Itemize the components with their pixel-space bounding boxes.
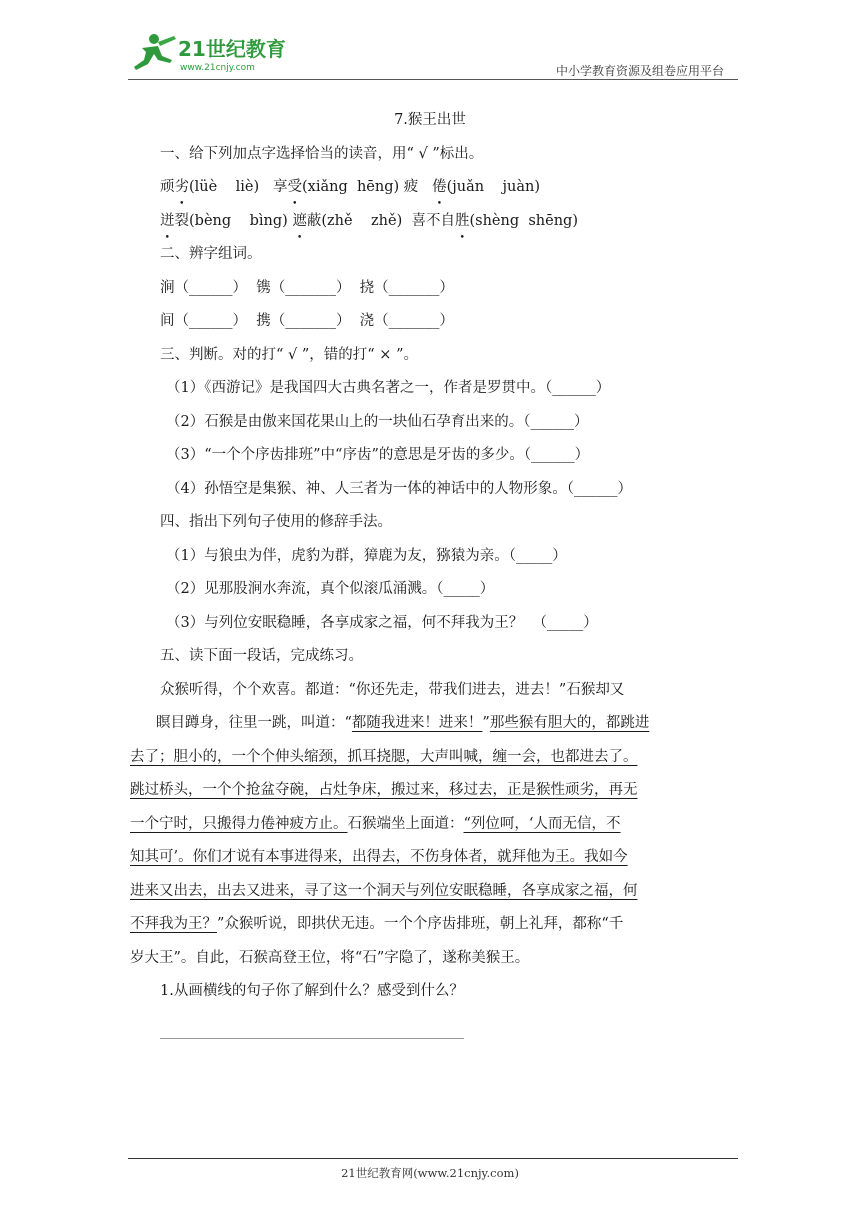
page-title: 7.猴王出世 [394,112,466,128]
passage-line: 一个宁时，只搬得力倦神疲方止。石猴端坐上面道：“列位呵，‘人而无信，不 [130,815,621,832]
rhetoric-item: （1）与狼虫为伴，虎豹为群，獐鹿为友，猕猿为亲。（_____） [166,547,567,564]
section-3-heading: 三、判断。对的打“ √ ”，错的打“ × ”。 [160,346,418,363]
passage-line: 不拜我为王？”众猴听说，即拱伏无违。一个个序齿排班，朝上礼拜，都称“千 [130,916,624,932]
judge-item: （2）石猴是由傲来国花果山上的一块仙石孕育出来的。（______） [166,413,589,430]
reading-passage [130,674,736,976]
judge-item: （4）孙悟空是集猴、神、人三者为一体的神话中的人物形象。（______） [166,480,632,497]
section-2-heading: 二、辨字组词。 [160,246,262,262]
passage-line: 知其可’。你们才说有本事进得来，出得去，不伤身体者，就拜他为王。我如今 [130,849,628,865]
svg-text:www.21cnjy.com: www.21cnjy.com [180,63,255,73]
svg-text:21世纪教育: 21世纪教育 [178,37,286,61]
running-man-icon [134,34,176,70]
passage-line: 去了；胆小的，一个个伸头缩颈，抓耳挠腮，大声叫喊，缠一会，也都进去了。 [130,748,638,765]
word-row-2: 间（______） 携（_______） 浇（_______） [160,313,454,329]
pinyin-row-1: 顽劣(lüè liè) 享受(xiǎng hēng) 疲 倦(juǎn juàn) [160,179,540,195]
platform-name: 中小学教育资源及组卷应用平台 [555,64,724,78]
section-1-heading: 一、给下列加点字选择恰当的读音，用“ √ ”标出。 [160,145,484,162]
page-header [128,30,738,80]
footer-text: 21世纪教育网(www.21cnjy.com) [341,1166,519,1180]
judge-item: （3）“一个个序齿排班”中“序齿”的意思是牙齿的多少。（______） [166,447,590,463]
section-4-heading: 四、指出下列句子使用的修辞手法。 [160,514,392,530]
section-5-heading: 五、读下面一段话，完成练习。 [160,648,363,664]
passage-line: 瞑目蹲身，往里一跳，叫道：“都随我进来！进来！”那些猴有胆大的，都跳进 [156,715,650,731]
logo [128,30,298,78]
rhetoric-item: （3）与列位安眠稳睡，各享成家之福，何不拜我为王？ （_____） [166,614,598,631]
passage-line: 进来又出去，出去又进来，寻了这一个洞天与列位安眠稳睡，各享成家之福，何 [130,882,638,899]
question-1: 1.从画横线的句子你了解到什么？感受到什么？ [160,983,464,999]
passage-line: 跳过桥头，一个个抢盆夺碗，占灶争床，搬过来，移过去，正是猴性顽劣，再无 [130,782,638,798]
passage-line: 岁大王”。自此，石猴高登王位，将“石”字隐了，遂称美猴王。 [130,949,530,966]
answer-line[interactable] [160,1038,464,1039]
word-row-1: 涧（______） 镌（_______） 挠（_______） [160,279,454,296]
pinyin-row-2: 迸裂(bèng bìng) 遮蔽(zhě zhě) 喜不自胜(shèng shēng) [160,212,578,229]
passage-line: 众猴听得，个个欢喜。都道：“你还先走，带我们进去，进去！”石猴却又 [160,681,625,698]
rhetoric-item: （2）见那股涧水奔流，真个似滚瓜涌溅。（_____） [166,581,495,597]
footer-divider [128,1158,738,1159]
header-divider [128,79,738,80]
worksheet-body [130,104,736,1009]
judge-item: （1）《西游记》是我国四大古典名著之一，作者是罗贯中。（______） [166,380,611,396]
